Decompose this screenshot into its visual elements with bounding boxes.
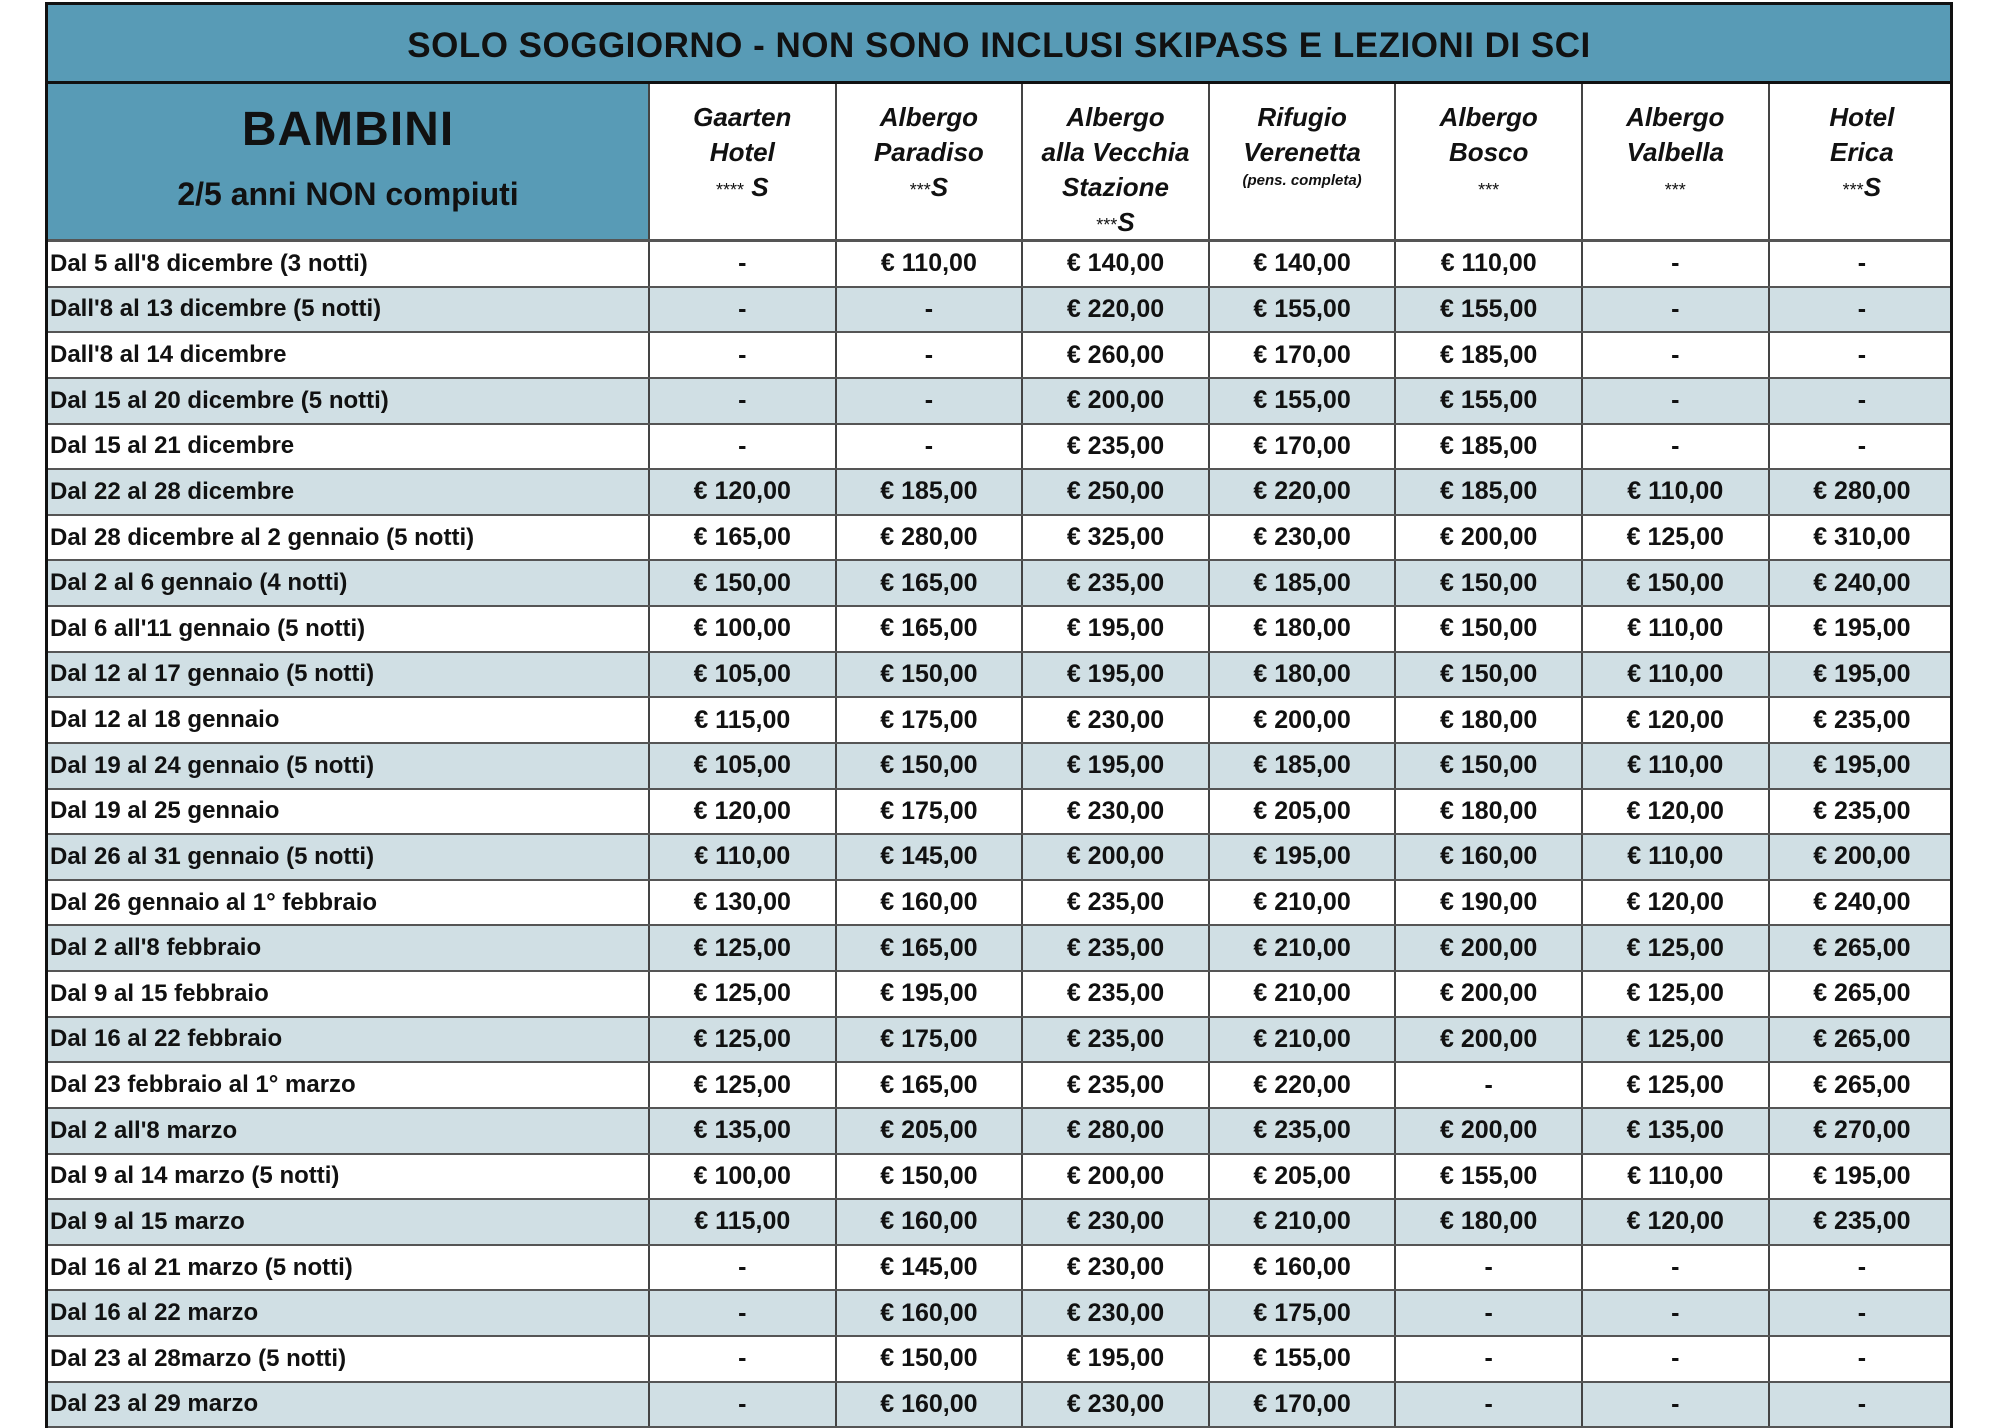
price-cell: € 210,00 [1208, 926, 1395, 970]
price-cell: - [1768, 379, 1955, 423]
hotel-name-line: Albergo [1626, 102, 1725, 132]
period-label: Dal 9 al 15 marzo [50, 1207, 245, 1235]
price-cell: € 180,00 [1208, 607, 1395, 651]
price-cell: € 195,00 [1768, 653, 1955, 697]
price-cell: € 200,00 [1394, 972, 1581, 1016]
price-cell: € 150,00 [1394, 744, 1581, 788]
price-cell: - [1581, 1291, 1768, 1335]
period-label: Dal 5 all'8 dicembre (3 notti) [50, 249, 368, 277]
price-cell: € 110,00 [1581, 653, 1768, 697]
hotel-name-line: Hotel [1829, 102, 1895, 132]
price-cell: € 190,00 [1394, 881, 1581, 925]
price-cell: € 155,00 [1208, 288, 1395, 332]
period-label: Dall'8 al 14 dicembre [50, 341, 287, 369]
price-cell: € 325,00 [1021, 516, 1208, 560]
price-cell: - [1581, 1337, 1768, 1381]
table-row [48, 698, 1950, 744]
hotel-name-line: Hotel [709, 137, 775, 167]
price-cell: € 125,00 [1581, 516, 1768, 560]
price-cell: - [835, 288, 1022, 332]
price-cell: € 200,00 [1394, 516, 1581, 560]
price-cell: € 205,00 [1208, 1155, 1395, 1199]
table-banner [48, 5, 1950, 84]
table-body [48, 242, 1950, 1428]
price-cell: € 155,00 [1394, 288, 1581, 332]
star-rating: *** [1478, 180, 1500, 200]
rating-suffix: S [1863, 172, 1882, 202]
price-cell: € 175,00 [835, 790, 1022, 834]
price-cell: € 150,00 [835, 1155, 1022, 1199]
period-label: Dal 22 al 28 dicembre [50, 477, 295, 505]
hotel-name-line: Verenetta [1243, 137, 1361, 167]
price-cell: € 125,00 [648, 972, 835, 1016]
price-cell: € 160,00 [835, 881, 1022, 925]
price-cell: € 145,00 [835, 835, 1022, 879]
price-cell: € 195,00 [1768, 1155, 1955, 1199]
price-cell: € 195,00 [835, 972, 1022, 1016]
period-label: Dal 9 al 14 marzo (5 notti) [50, 1162, 340, 1190]
price-cell: € 160,00 [1394, 835, 1581, 879]
table-row [48, 516, 1950, 562]
table-row [48, 972, 1950, 1018]
price-cell: € 210,00 [1208, 972, 1395, 1016]
hotel-rating [1843, 170, 1881, 208]
price-cell: - [1768, 1383, 1955, 1427]
category-title: BAMBINI [241, 103, 455, 156]
price-cell: € 235,00 [1208, 1109, 1395, 1153]
price-cell: € 235,00 [1021, 1063, 1208, 1107]
price-cell: € 220,00 [1208, 1063, 1395, 1107]
price-cell: € 185,00 [1394, 425, 1581, 469]
price-cell: € 110,00 [648, 835, 835, 879]
price-cell: - [1581, 242, 1768, 286]
price-cell: € 120,00 [1581, 1200, 1768, 1244]
price-table [45, 2, 1953, 1428]
table-row [48, 1155, 1950, 1201]
price-cell: € 200,00 [1021, 835, 1208, 879]
price-cell: € 125,00 [1581, 1018, 1768, 1062]
price-cell: - [648, 425, 835, 469]
price-cell: - [1581, 288, 1768, 332]
price-cell: € 205,00 [835, 1109, 1022, 1153]
price-cell: € 205,00 [1208, 790, 1395, 834]
price-cell: - [1394, 1337, 1581, 1381]
price-cell: € 140,00 [1208, 242, 1395, 286]
period-label: Dal 12 al 18 gennaio [50, 706, 280, 734]
price-cell: € 250,00 [1021, 470, 1208, 514]
price-cell: - [1768, 333, 1955, 377]
period-label: Dall'8 al 13 dicembre (5 notti) [50, 295, 382, 323]
price-cell: € 135,00 [648, 1109, 835, 1153]
price-cell: € 180,00 [1394, 698, 1581, 742]
price-cell: € 235,00 [1021, 1018, 1208, 1062]
price-cell: € 270,00 [1768, 1109, 1955, 1153]
price-cell: - [1768, 1291, 1955, 1335]
hotel-rating [910, 170, 948, 208]
price-cell: - [1581, 333, 1768, 377]
price-cell: € 120,00 [1581, 881, 1768, 925]
price-cell: € 185,00 [1394, 470, 1581, 514]
star-rating: *** [1664, 180, 1686, 200]
period-label: Dal 19 al 24 gennaio (5 notti) [50, 751, 375, 779]
table-row [48, 1018, 1950, 1064]
price-cell: € 125,00 [1581, 972, 1768, 1016]
hotel-rating [1478, 170, 1499, 208]
rating-suffix: S [1117, 207, 1135, 237]
period-label: Dal 16 al 22 marzo [50, 1299, 259, 1327]
table-row [48, 1246, 1950, 1292]
price-cell: € 235,00 [1768, 790, 1955, 834]
price-cell: € 280,00 [835, 516, 1022, 560]
hotel-name-line: Albergo [879, 102, 978, 132]
price-cell: € 170,00 [1208, 425, 1395, 469]
price-cell: € 310,00 [1768, 516, 1955, 560]
table-row [48, 242, 1950, 288]
price-cell: € 125,00 [648, 1063, 835, 1107]
category-header [48, 84, 648, 239]
price-cell: € 150,00 [648, 561, 835, 605]
hotel-name-line: Paradiso [873, 137, 984, 167]
price-cell: € 195,00 [1768, 744, 1955, 788]
price-cell: € 175,00 [1208, 1291, 1395, 1335]
table-row [48, 288, 1950, 334]
price-cell: - [1581, 379, 1768, 423]
price-cell: € 155,00 [1208, 379, 1395, 423]
header-row [48, 84, 1950, 242]
price-cell: € 125,00 [1581, 1063, 1768, 1107]
period-label: Dal 28 dicembre al 2 gennaio (5 notti) [50, 523, 475, 551]
banner-title: SOLO SOGGIORNO - NON SONO INCLUSI SKIPASS E LEZIONI DI SCI [407, 26, 1591, 65]
period-label: Dal 2 al 6 gennaio (4 notti) [50, 569, 348, 597]
price-cell: € 230,00 [1021, 1246, 1208, 1290]
price-cell: € 150,00 [835, 744, 1022, 788]
hotel-name-line: Albergo [1066, 102, 1165, 132]
price-cell: € 230,00 [1021, 1383, 1208, 1427]
table-row [48, 1383, 1950, 1428]
price-cell: € 200,00 [1768, 835, 1955, 879]
price-cell: € 165,00 [835, 607, 1022, 651]
price-cell: € 230,00 [1021, 1200, 1208, 1244]
price-cell: € 110,00 [1581, 835, 1768, 879]
price-cell: - [1768, 1246, 1955, 1290]
price-cell: - [835, 425, 1022, 469]
hotel-header [648, 84, 835, 239]
hotel-header [835, 84, 1022, 239]
price-cell: € 180,00 [1208, 653, 1395, 697]
hotel-header [1394, 84, 1581, 239]
table-row [48, 1063, 1950, 1109]
price-cell: € 170,00 [1208, 1383, 1395, 1427]
price-cell: - [648, 1291, 835, 1335]
period-label: Dal 19 al 25 gennaio [50, 797, 280, 825]
hotel-note: (pens. completa) [1242, 172, 1362, 189]
period-label: Dal 23 febbraio al 1° marzo [50, 1071, 356, 1099]
price-cell: € 180,00 [1394, 790, 1581, 834]
table-row [48, 790, 1950, 836]
price-cell: € 195,00 [1208, 835, 1395, 879]
price-cell: € 160,00 [835, 1200, 1022, 1244]
hotel-name-line: Stazione [1062, 172, 1169, 202]
price-cell: - [648, 333, 835, 377]
price-cell: - [835, 379, 1022, 423]
price-cell: € 200,00 [1208, 698, 1395, 742]
price-cell: € 210,00 [1208, 1200, 1395, 1244]
price-cell: € 195,00 [1021, 653, 1208, 697]
price-cell: € 280,00 [1021, 1109, 1208, 1153]
price-cell: € 210,00 [1208, 1018, 1395, 1062]
table-row [48, 607, 1950, 653]
hotel-rating [716, 170, 769, 208]
price-cell: - [1768, 288, 1955, 332]
table-row [48, 744, 1950, 790]
hotel-name-line: Erica [1830, 137, 1894, 167]
price-cell: € 150,00 [1394, 653, 1581, 697]
hotel-header [1768, 84, 1955, 239]
price-cell: € 195,00 [1768, 607, 1955, 651]
price-cell: € 200,00 [1021, 1155, 1208, 1199]
category-subtitle: 2/5 anni NON compiuti [177, 176, 519, 212]
price-cell: € 230,00 [1021, 790, 1208, 834]
price-cell: € 110,00 [1581, 1155, 1768, 1199]
table-row [48, 425, 1950, 471]
price-cell: € 235,00 [1768, 1200, 1955, 1244]
price-cell: € 185,00 [1208, 561, 1395, 605]
star-rating: *** [1842, 180, 1864, 200]
rating-suffix: S [930, 172, 949, 202]
price-cell: € 240,00 [1768, 561, 1955, 605]
price-cell: € 220,00 [1208, 470, 1395, 514]
table-row [48, 470, 1950, 516]
hotel-header [1021, 84, 1208, 239]
price-cell: € 265,00 [1768, 972, 1955, 1016]
rating-suffix: S [744, 172, 769, 202]
price-cell: € 210,00 [1208, 881, 1395, 925]
price-cell: € 160,00 [835, 1291, 1022, 1335]
price-cell: € 120,00 [1581, 698, 1768, 742]
hotel-name-line: Valbella [1626, 137, 1724, 167]
period-label: Dal 2 all'8 febbraio [50, 934, 262, 962]
price-cell: € 235,00 [1021, 561, 1208, 605]
price-cell: € 155,00 [1208, 1337, 1395, 1381]
hotel-name-line: alla Vecchia [1041, 137, 1190, 167]
price-cell: € 125,00 [648, 1018, 835, 1062]
period-label: Dal 23 al 29 marzo [50, 1390, 259, 1418]
price-cell: € 195,00 [1021, 607, 1208, 651]
price-cell: € 165,00 [648, 516, 835, 560]
price-cell: - [1768, 242, 1955, 286]
price-cell: € 280,00 [1768, 470, 1955, 514]
price-cell: € 150,00 [1581, 561, 1768, 605]
table-row [48, 881, 1950, 927]
table-row [48, 653, 1950, 699]
price-cell: € 175,00 [835, 698, 1022, 742]
star-rating: *** [909, 180, 931, 200]
price-cell: € 160,00 [835, 1383, 1022, 1427]
period-label: Dal 15 al 21 dicembre [50, 432, 295, 460]
hotel-name-line: Rifugio [1257, 102, 1347, 132]
hotel-header [1581, 84, 1768, 239]
period-label: Dal 6 all'11 gennaio (5 notti) [50, 614, 366, 642]
price-cell: € 200,00 [1394, 1109, 1581, 1153]
price-cell: € 165,00 [835, 926, 1022, 970]
table-row [48, 835, 1950, 881]
period-label: Dal 16 al 21 marzo (5 notti) [50, 1253, 353, 1281]
price-cell: - [648, 242, 835, 286]
period-label: Dal 16 al 22 febbraio [50, 1025, 283, 1053]
price-cell: - [1394, 1291, 1581, 1335]
price-cell: € 180,00 [1394, 1200, 1581, 1244]
price-cell: € 200,00 [1394, 926, 1581, 970]
table-row [48, 1109, 1950, 1155]
price-cell: € 235,00 [1768, 698, 1955, 742]
price-cell: € 110,00 [1394, 242, 1581, 286]
table-row [48, 333, 1950, 379]
period-label: Dal 26 gennaio al 1° febbraio [50, 888, 378, 916]
price-cell: € 200,00 [1394, 1018, 1581, 1062]
hotel-header [1208, 84, 1395, 239]
price-cell: - [1394, 1246, 1581, 1290]
price-cell: € 195,00 [1021, 1337, 1208, 1381]
price-cell: € 265,00 [1768, 1018, 1955, 1062]
price-cell: € 235,00 [1021, 972, 1208, 1016]
price-cell: - [648, 1337, 835, 1381]
price-cell: € 235,00 [1021, 926, 1208, 970]
price-cell: € 185,00 [1208, 744, 1395, 788]
price-cell: - [1394, 1063, 1581, 1107]
price-cell: - [1581, 1383, 1768, 1427]
table-row [48, 1200, 1950, 1246]
price-cell: - [1394, 1383, 1581, 1427]
hotel-name-line: Albergo [1439, 102, 1538, 132]
price-cell: € 265,00 [1768, 1063, 1955, 1107]
hotel-name-line: Gaarten [693, 102, 792, 132]
price-cell: € 150,00 [835, 1337, 1022, 1381]
price-cell: € 235,00 [1021, 425, 1208, 469]
period-label: Dal 23 al 28marzo (5 notti) [50, 1344, 347, 1372]
price-cell: € 110,00 [835, 242, 1022, 286]
period-label: Dal 9 al 15 febbraio [50, 979, 269, 1007]
period-label: Dal 12 al 17 gennaio (5 notti) [50, 660, 375, 688]
price-cell: - [648, 288, 835, 332]
price-cell: € 260,00 [1021, 333, 1208, 377]
price-cell: € 220,00 [1021, 288, 1208, 332]
price-cell: € 195,00 [1021, 744, 1208, 788]
price-cell: € 230,00 [1021, 1291, 1208, 1335]
price-cell: € 150,00 [835, 653, 1022, 697]
price-cell: € 115,00 [648, 1200, 835, 1244]
price-cell: € 150,00 [1394, 607, 1581, 651]
table-row [48, 1291, 1950, 1337]
star-rating: *** [1096, 215, 1118, 235]
price-cell: € 165,00 [835, 561, 1022, 605]
price-cell: - [1581, 1246, 1768, 1290]
period-label: Dal 26 al 31 gennaio (5 notti) [50, 842, 375, 870]
price-cell: € 155,00 [1394, 379, 1581, 423]
price-cell: € 110,00 [1581, 470, 1768, 514]
price-cell: € 125,00 [1581, 926, 1768, 970]
price-cell: - [1768, 425, 1955, 469]
table-row [48, 926, 1950, 972]
price-cell: € 130,00 [648, 881, 835, 925]
price-cell: € 265,00 [1768, 926, 1955, 970]
hotel-name-line: Bosco [1448, 137, 1529, 167]
price-cell: € 200,00 [1021, 379, 1208, 423]
table-row [48, 379, 1950, 425]
price-cell: € 170,00 [1208, 333, 1395, 377]
hotel-rating [1665, 170, 1686, 208]
price-cell: - [648, 1383, 835, 1427]
price-cell: € 150,00 [1394, 561, 1581, 605]
price-cell: € 175,00 [835, 1018, 1022, 1062]
period-label: Dal 15 al 20 dicembre (5 notti) [50, 386, 389, 414]
price-cell: € 100,00 [648, 607, 835, 651]
price-cell: € 105,00 [648, 653, 835, 697]
price-cell: € 105,00 [648, 744, 835, 788]
price-cell: € 140,00 [1021, 242, 1208, 286]
price-cell: € 120,00 [1581, 790, 1768, 834]
price-cell: € 120,00 [648, 790, 835, 834]
table-row [48, 1337, 1950, 1383]
price-cell: € 230,00 [1021, 698, 1208, 742]
price-cell: - [1581, 425, 1768, 469]
price-cell: € 125,00 [648, 926, 835, 970]
price-cell: € 235,00 [1021, 881, 1208, 925]
period-label: Dal 2 all'8 marzo [50, 1116, 238, 1144]
price-cell: - [648, 1246, 835, 1290]
price-cell: € 115,00 [648, 698, 835, 742]
price-cell: € 100,00 [648, 1155, 835, 1199]
price-cell: - [835, 333, 1022, 377]
table-row [48, 561, 1950, 607]
price-cell: € 185,00 [1394, 333, 1581, 377]
price-cell: € 155,00 [1394, 1155, 1581, 1199]
price-cell: € 160,00 [1208, 1246, 1395, 1290]
price-cell: € 145,00 [835, 1246, 1022, 1290]
price-cell: € 110,00 [1581, 607, 1768, 651]
price-cell: € 230,00 [1208, 516, 1395, 560]
price-cell: € 120,00 [648, 470, 835, 514]
price-cell: € 110,00 [1581, 744, 1768, 788]
price-cell: € 135,00 [1581, 1109, 1768, 1153]
price-cell: € 165,00 [835, 1063, 1022, 1107]
price-cell: - [648, 379, 835, 423]
price-cell: € 240,00 [1768, 881, 1955, 925]
price-cell: - [1768, 1337, 1955, 1381]
price-cell: € 185,00 [835, 470, 1022, 514]
star-rating: **** [715, 180, 745, 200]
hotel-rating [1096, 205, 1134, 243]
